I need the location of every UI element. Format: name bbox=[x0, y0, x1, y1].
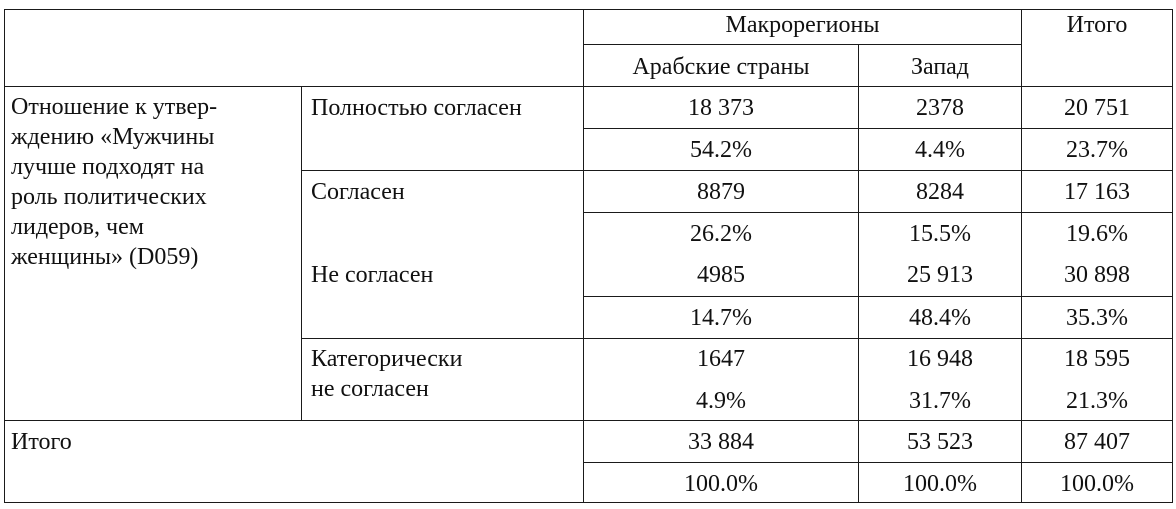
cell-west: 25 913 bbox=[907, 262, 973, 288]
total-arab: 33 884 bbox=[688, 429, 754, 455]
cell-arab: 8879 bbox=[697, 179, 745, 205]
total-row-label: Итого bbox=[11, 429, 72, 455]
cell-west: 16 948 bbox=[907, 346, 973, 372]
rule-h-total bbox=[4, 420, 1173, 421]
rule-h-r3 bbox=[583, 212, 1173, 213]
stub-line: Отношение к утвер- bbox=[11, 94, 218, 120]
rule-h-r6 bbox=[301, 338, 1173, 339]
border-right bbox=[1172, 9, 1173, 503]
rule-h-macro bbox=[583, 44, 1022, 45]
cell-arab: 26.2% bbox=[690, 221, 752, 247]
cell-total: 35.3% bbox=[1066, 305, 1128, 331]
cell-west: 15.5% bbox=[909, 221, 971, 247]
header-arab: Арабские страны bbox=[632, 54, 810, 80]
cell-arab: 4.9% bbox=[696, 388, 746, 414]
cell-arab: 54.2% bbox=[690, 137, 752, 163]
border-bottom bbox=[4, 502, 1173, 503]
cell-arab: 14.7% bbox=[690, 305, 752, 331]
stub-line: роль политических bbox=[11, 184, 207, 210]
category-fully-agree: Полностью согласен bbox=[311, 95, 522, 121]
rule-h-header bbox=[4, 86, 1173, 87]
cell-west: 8284 bbox=[916, 179, 964, 205]
category-strongly-disagree: Категорически bbox=[311, 346, 463, 372]
stub-label bbox=[11, 92, 299, 272]
header-macroregions: Макрорегионы bbox=[725, 12, 880, 38]
cell-arab: 18 373 bbox=[688, 95, 754, 121]
cell-west: 2378 bbox=[916, 95, 964, 121]
header-total: Итого bbox=[1066, 12, 1128, 38]
total-pct-total: 100.0% bbox=[1060, 471, 1134, 497]
cell-arab: 4985 bbox=[697, 262, 745, 288]
cell-total: 21.3% bbox=[1066, 388, 1128, 414]
rule-h-total-pct bbox=[583, 462, 1173, 463]
category-disagree: Не согласен bbox=[311, 262, 434, 288]
rule-v-stub bbox=[301, 86, 302, 421]
category-strongly-disagree-line2: не согласен bbox=[311, 376, 429, 402]
cell-total: 30 898 bbox=[1064, 262, 1130, 288]
total-pct-west: 100.0% bbox=[903, 471, 977, 497]
cell-total: 19.6% bbox=[1066, 221, 1128, 247]
stub-line: лучше подходят на bbox=[11, 154, 205, 180]
stub-line: лидеров, чем bbox=[11, 214, 144, 240]
cell-west: 4.4% bbox=[915, 137, 965, 163]
category-agree: Согласен bbox=[311, 179, 405, 205]
rule-h-r1 bbox=[583, 128, 1173, 129]
total-total: 87 407 bbox=[1064, 429, 1130, 455]
border-left bbox=[4, 9, 5, 503]
stub-line: женщины» (D059) bbox=[11, 244, 199, 270]
cell-total: 23.7% bbox=[1066, 137, 1128, 163]
cell-west: 31.7% bbox=[909, 388, 971, 414]
cell-total: 17 163 bbox=[1064, 179, 1130, 205]
stub-line: ждению «Мужчины bbox=[11, 124, 215, 150]
cell-total: 20 751 bbox=[1064, 95, 1130, 121]
header-west: Запад bbox=[910, 54, 970, 80]
rule-h-r5 bbox=[583, 296, 1173, 297]
total-west: 53 523 bbox=[907, 429, 973, 455]
rule-h-r2 bbox=[301, 170, 1173, 171]
total-pct-arab: 100.0% bbox=[684, 471, 758, 497]
cell-total: 18 595 bbox=[1064, 346, 1130, 372]
cell-west: 48.4% bbox=[909, 305, 971, 331]
cell-arab: 1647 bbox=[697, 346, 745, 372]
